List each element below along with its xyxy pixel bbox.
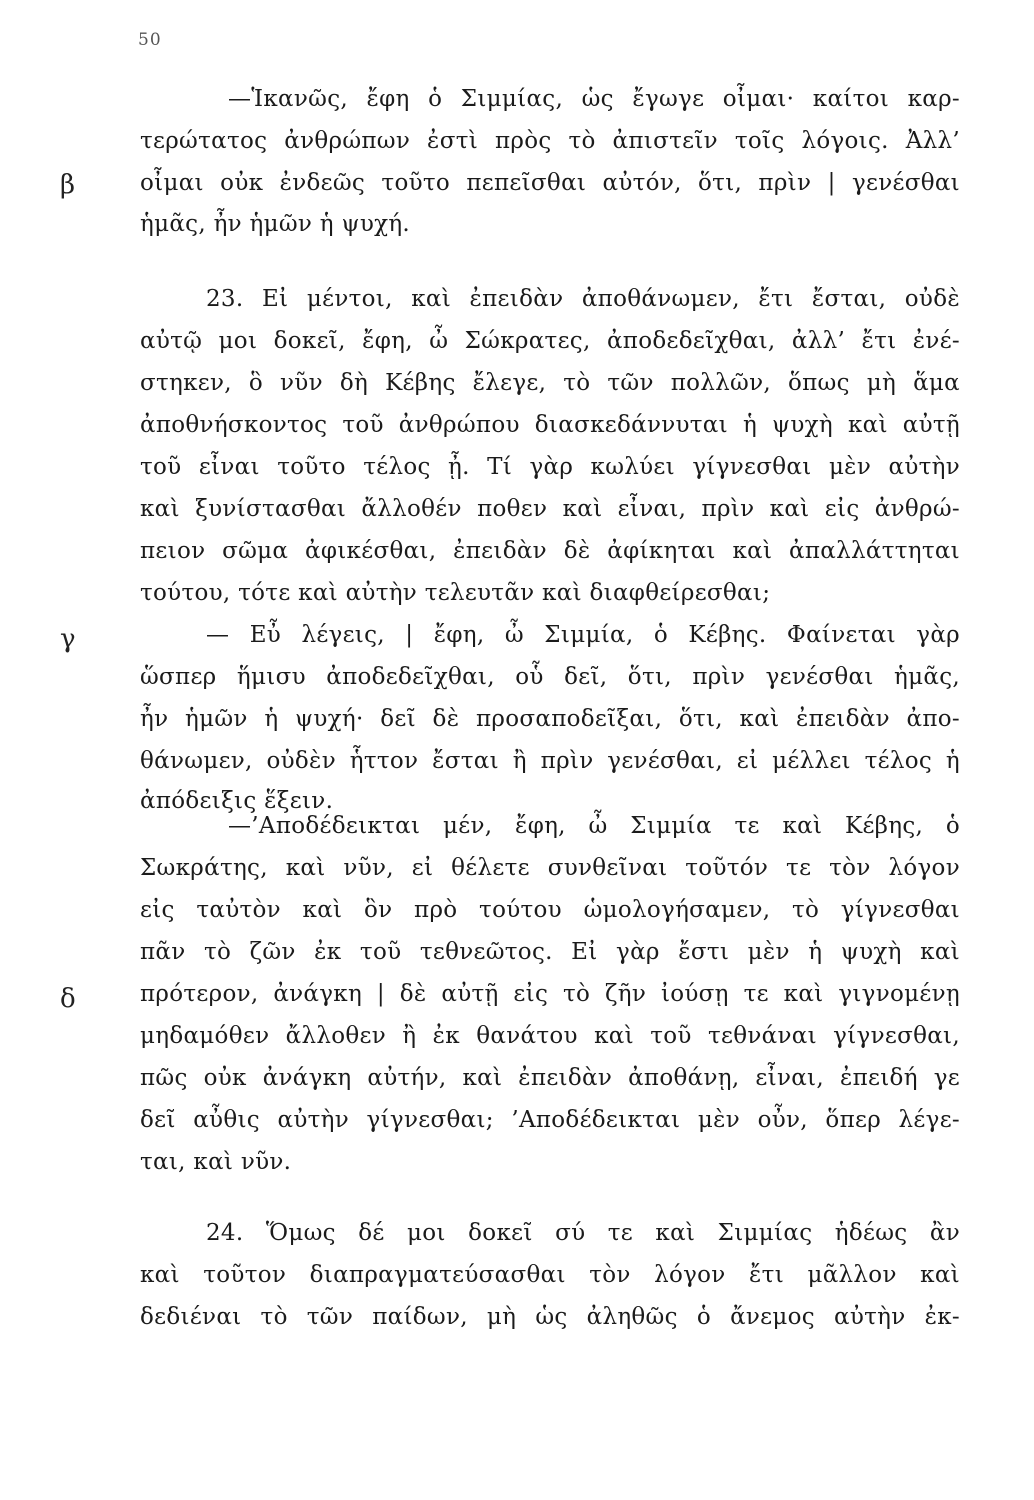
text-line: ἦν ἡμῶν ἡ ψυχή· δεῖ δὲ προσαποδεῖξαι, ὅτι, καὶ ἐπειδὰν ἀπο- bbox=[140, 706, 960, 732]
text-line: ἀπόδειξις ἕξειν. bbox=[140, 788, 334, 814]
margin-marker-gamma: γ bbox=[60, 624, 76, 654]
text-line: ἡμᾶς, ἦν ἡμῶν ἡ ψυχή. bbox=[140, 211, 411, 237]
text-line: αὐτῷ μοι δοκεῖ, ἔφη, ὦ Σώκρατες, ἀποδεδεῖχθαι, ἀλλ’ ἔτι ἐνέ- bbox=[140, 328, 960, 354]
margin-marker-delta: δ bbox=[60, 984, 76, 1014]
text-line: πειον σῶμα ἀφικέσθαι, ἐπειδὰν δὲ ἀφίκηται καὶ ἀπαλλάττηται bbox=[140, 538, 960, 564]
text-line: δεδιέναι τὸ τῶν παίδων, μὴ ὡς ἀληθῶς ὁ ἄνεμος αὐτὴν ἐκ- bbox=[140, 1304, 960, 1330]
text-line: — Εὖ λέγεις, | ἔφη, ὦ Σιμμία, ὁ Κέβης. Φαίνεται γὰρ bbox=[206, 622, 960, 648]
text-line: —Ἱκανῶς, ἔφη ὁ Σιμμίας, ὡς ἔγωγε οἶμαι· καίτοι καρ- bbox=[228, 86, 960, 112]
text-line: —’Αποδέδεικται μέν, ἔφη, ὦ Σιμμία τε καὶ Κέβης, ὁ bbox=[228, 813, 960, 839]
text-line: μηδαμόθεν ἄλλοθεν ἢ ἐκ θανάτου καὶ τοῦ τεθνάναι γίγνεσθαι, bbox=[140, 1023, 960, 1049]
text-line: πᾶν τὸ ζῶν ἐκ τοῦ τεθνεῶτος. Εἰ γὰρ ἔστι μὲν ἡ ψυχὴ καὶ bbox=[140, 939, 960, 965]
text-line: τοῦ εἶναι τοῦτο τέλος ᾖ. Τί γὰρ κωλύει γίγνεσθαι μὲν αὐτὴν bbox=[140, 454, 960, 480]
margin-marker-beta: β bbox=[60, 170, 76, 200]
text-line: ἀποθνήσκοντος τοῦ ἀνθρώπου διασκεδάννυται ἡ ψυχὴ καὶ αὐτῇ bbox=[140, 412, 960, 438]
text-line: καὶ τοῦτον διαπραγματεύσασθαι τὸν λόγον ἔτι μᾶλλον καὶ bbox=[140, 1262, 960, 1288]
text-line: πῶς οὐκ ἀνάγκη αὐτήν, καὶ ἐπειδὰν ἀποθάνῃ, εἶναι, ἐπειδή γε bbox=[140, 1065, 960, 1091]
text-line: τούτου, τότε καὶ αὐτὴν τελευτᾶν καὶ διαφθείρεσθαι; bbox=[140, 580, 771, 606]
section-23-first-line: 23. Εἰ μέντοι, καὶ ἐπειδὰν ἀποθάνωμεν, ἔτι ἔσται, οὐδὲ bbox=[206, 286, 960, 312]
text-line: ται, καὶ νῦν. bbox=[140, 1149, 292, 1175]
text-line: δεῖ αὖθις αὐτὴν γίγνεσθαι; ’Αποδέδεικται μὲν οὖν, ὅπερ λέγε- bbox=[140, 1107, 960, 1133]
text-line: οἶμαι οὐκ ἐνδεῶς τοῦτο πεπεῖσθαι αὐτόν, ὅτι, πρὶν | γενέσθαι bbox=[140, 170, 960, 196]
text-line: ὥσπερ ἥμισυ ἀποδεδεῖχθαι, οὗ δεῖ, ὅτι, πρὶν γενέσθαι ἡμᾶς, bbox=[140, 664, 960, 690]
text-line: καὶ ξυνίστασθαι ἄλλοθέν ποθεν καὶ εἶναι, πρὶν καὶ εἰς ἀνθρώ- bbox=[140, 496, 960, 522]
text-line: τερώτατος ἀνθρώπων ἐστὶ πρὸς τὸ ἀπιστεῖν τοῖς λόγοις. Ἀλλ’ bbox=[140, 128, 960, 154]
text-line: εἰς ταὐτὸν καὶ ὃν πρὸ τούτου ὡμολογήσαμεν, τὸ γίγνεσθαι bbox=[140, 897, 960, 923]
text-line: θάνωμεν, οὐδὲν ἧττον ἔσται ἢ πρὶν γενέσθαι, εἰ μέλλει τέλος ἡ bbox=[140, 748, 960, 774]
text-line: πρότερον, ἀνάγκη | δὲ αὐτῇ εἰς τὸ ζῆν ἰούσῃ τε καὶ γιγνομένῃ bbox=[140, 981, 960, 1007]
text-line: Σωκράτης, καὶ νῦν, εἰ θέλετε συνθεῖναι τοῦτόν τε τὸν λόγον bbox=[140, 855, 960, 881]
page-number: 50 bbox=[138, 30, 162, 50]
section-24-first-line: 24. Ὅμως δέ μοι δοκεῖ σύ τε καὶ Σιμμίας ἡδέως ἂν bbox=[206, 1220, 960, 1246]
text-line: στηκεν, ὃ νῦν δὴ Κέβης ἔλεγε, τὸ τῶν πολλῶν, ὅπως μὴ ἅμα bbox=[140, 370, 960, 396]
